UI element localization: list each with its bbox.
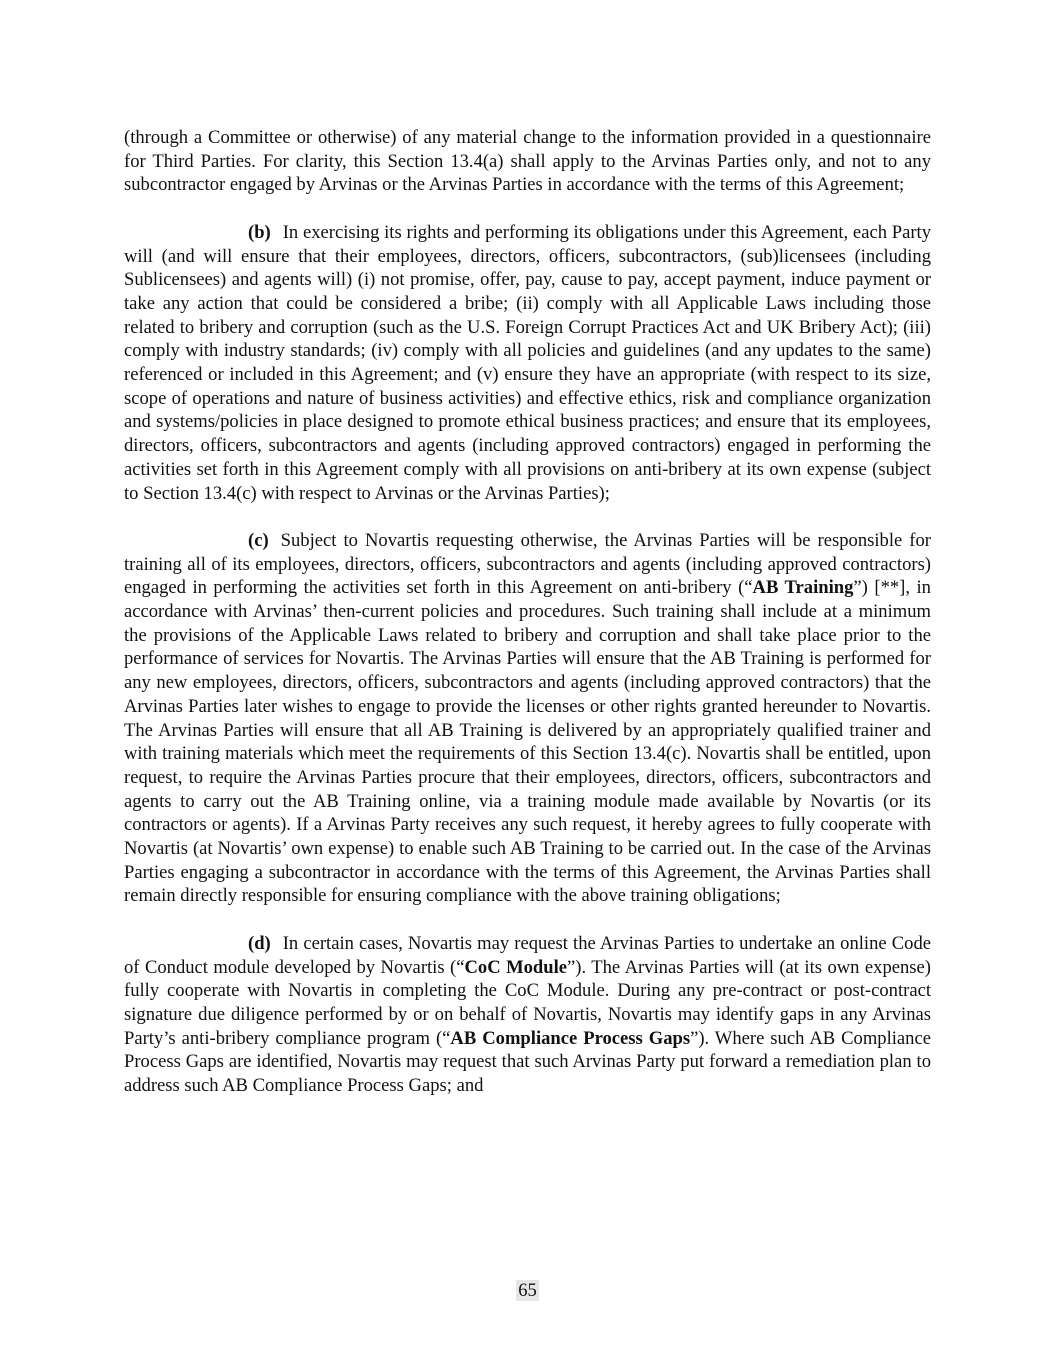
paragraph-c-label: (c) (248, 529, 269, 551)
page-number-footer (0, 1279, 1055, 1303)
paragraph-b-label: (b) (248, 221, 271, 243)
paragraph-d-text-1: In certain cases, Novartis may request the Arvinas Parties to undertake an online Code of Conduct module developed by Novartis (“ (124, 932, 931, 978)
paragraph-b (124, 221, 931, 505)
paragraph-d-text-2: ”). The Arvinas Parties will (at its own expense) fully cooperate with Novartis in completing the CoC Module. During any pre-contract or post-contract signature due diligence performed by or on behalf of Novartis, Novartis may identify gaps in any Arvinas Party’s anti-bribery compliance program (“ (124, 956, 931, 1049)
paragraph-c-text-2: ”) [**], in accordance with Arvinas’ then-current policies and procedures. Such training shall include at a minimum the provisions of the Applicable Laws related to bribery and corruption and shall take place prior to the performance of services for Novartis. The Arvinas Parties will ensure that the AB Training is performed for any new employees, directors, officers, subcontractors and agents (including approved contractors) that the Arvinas Parties later wishes to engage to provide the licenses or other rights granted hereunder to Novartis. The Arvinas Parties will ensure that all AB Training is delivered by an appropriately qualified trainer and with training materials which meet the requirements of this Section 13.4(c). Novartis shall be entitled, upon request, to require the Arvinas Parties procure that their employees, directors, officers, subcontractors and agents to carry out the AB Training online, via a training module made available by Novartis (or its contractors or agents). If a Arvinas Party receives any such request, it hereby agrees to fully cooperate with Novartis (at Novartis’ own expense) to enable such AB Training to be carried out. In the case of the Arvinas Parties engaging a subcontractor in accordance with the terms of this Agreement, the Arvinas Parties shall remain directly responsible for ensuring compliance with the above training obligations; (124, 577, 931, 907)
paragraph-d-label: (d) (248, 932, 271, 954)
paragraph-c-text-1: Subject to Novartis requesting otherwise, the Arvinas Parties will be responsible for training all of its employees, directors, officers, subcontractors and agents (including approved contractors) engaged in performing the activities set forth in this Agreement on anti-bribery (“ (124, 529, 931, 599)
document-page (124, 126, 931, 1121)
paragraph-d (124, 932, 931, 1098)
paragraph-a-continuation: (through a Committee or otherwise) of any material change to the information provided in a questionnaire for Third Parties. For clarity, this Section 13.4(a) shall apply to the Arvinas Parties only, and not to any subcontractor engaged by Arvinas or the Arvinas Parties in accordance with the terms of this Agreement; (124, 127, 931, 196)
paragraph-d-text-3: ”). Where such AB Compliance Process Gaps are identified, Novartis may request that such Arvinas Party put forward a remediation plan to address such AB Compliance Process Gaps; and (124, 1027, 931, 1097)
paragraph-c (124, 529, 931, 908)
paragraph-b-text: In exercising its rights and performing its obligations under this Agreement, each Party will (and will ensure that their employees, directors, officers, subcontractors, (sub)licensees (including Sublicensees) and agents will) (i) not promise, offer, pay, cause to pay, accept payment, induce payment or take any action that could be considered a bribe; (ii) comply with all Applicable Laws including those related to bribery and corruption (such as the U.S. Foreign Corrupt Practices Act and UK Bribery Act); (iii) comply with industry standards; (iv) comply with all policies and guidelines (and any updates to the same) referenced or included in this Agreement; and (v) ensure they have an appropriate (with respect to its size, scope of operations and nature of business activities) and effective ethics, risk and compliance organization and systems/policies in place designed to promote ethical business practices; and ensure that its employees, directors, officers, subcontractors and agents (including approved contractors) engaged in performing the activities set forth in this Agreement comply with all provisions on anti-bribery at its own expense (subject to Section 13.4(c) with respect to Arvinas or the Arvinas Parties); (124, 221, 931, 504)
defined-term-coc-module: CoC Module (464, 956, 568, 978)
page-number: 65 (518, 1280, 537, 1301)
defined-term-ab-compliance-process-gaps: AB Compliance Process Gaps (450, 1027, 691, 1049)
defined-term-ab-training: AB Training (752, 577, 854, 599)
